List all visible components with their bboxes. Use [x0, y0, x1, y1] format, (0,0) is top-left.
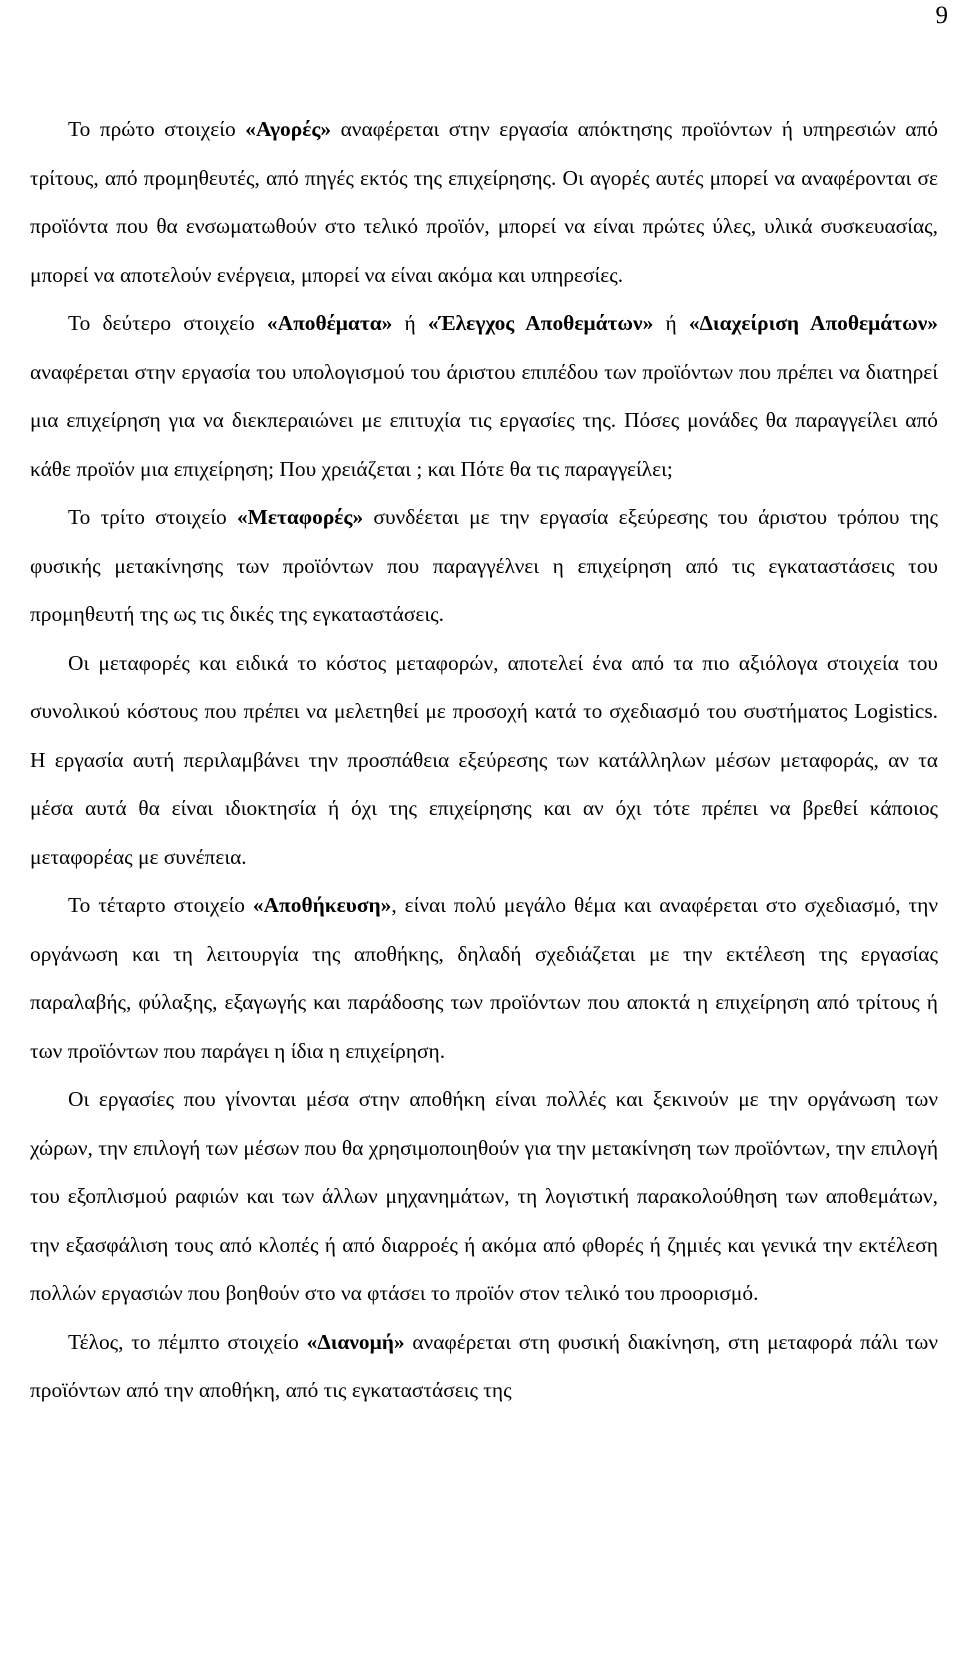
- paragraph-text: αναφέρεται στην εργασία απόκτησης προϊόντων ή υπηρεσιών από τρίτους, από προμηθευτές, από πηγές εκτός της επιχείρησης. Οι αγορές αυτές μπορεί να αναφέρονται σε προϊόντα που θα ενσωματωθούν στο τελικό προϊόν, μπορεί να είναι πρώτες ύλες, υλικά συσκευασίας, μπορεί να αποτελούν ενέργεια, μπορεί να είναι ακόμα και υπηρεσίες.: [30, 117, 939, 287]
- paragraph-storage: [30, 881, 938, 1075]
- paragraph-transport-cost: [30, 639, 938, 882]
- paragraph-text: , είναι πολύ μεγάλο θέμα και αναφέρεται στο σχεδιασμό, την οργάνωση και τη λειτουργία της αποθήκης, δηλαδή σχεδιάζεται με την εκτέλεση της εργασίας παραλαβής, φύλαξης, εξαγωγής και παράδοσης των προϊόντων που αποκτά η επιχείρηση από τρίτους ή των προϊόντων που παράγει η ίδια η επιχείρηση.: [30, 893, 938, 1063]
- term-storage: «Αποθήκευση»: [252, 893, 392, 917]
- paragraph-text: ή: [653, 311, 689, 335]
- term-purchases: «Αγορές»: [245, 117, 332, 141]
- paragraph-distribution: [30, 1318, 938, 1415]
- term-transport: «Μεταφορές»: [236, 505, 364, 529]
- paragraph-inventory: [30, 299, 938, 493]
- page-number: 9: [935, 2, 948, 29]
- paragraph-text: Το τέταρτο στοιχείο: [68, 893, 253, 917]
- paragraph-text: Το δεύτερο στοιχείο: [68, 311, 267, 335]
- paragraph-text: ή: [392, 311, 428, 335]
- term-inventory-control: «Έλεγχος Αποθεμάτων»: [427, 311, 654, 335]
- paragraph-text: Το πρώτο στοιχείο: [68, 117, 246, 141]
- paragraph-text: αναφέρεται στη φυσική διακίνηση, στη μεταφορά πάλι των προϊόντων από την αποθήκη, από τις εγκαταστάσεις της: [30, 1329, 938, 1402]
- paragraph-purchases: [30, 105, 938, 299]
- paragraph-text: Τέλος, το πέμπτο στοιχείο: [68, 1329, 307, 1354]
- term-inventory-management: «Διαχείριση Αποθεμάτων»: [688, 311, 938, 335]
- term-inventory: «Αποθέματα»: [266, 311, 393, 335]
- paragraph-text: Το τρίτο στοιχείο: [68, 505, 237, 529]
- paragraph-transport: [30, 493, 938, 639]
- paragraph-text: Οι μεταφορές και ειδικά το κόστος μεταφορών, αποτελεί ένα από τα πιο αξιόλογα στοιχεία του συνολικού κόστους που πρέπει να μελετηθεί με προσοχή κατά το σχεδιασμό του συστήματος Logistics. Η εργασία αυτή περιλαμβάνει την προσπάθεια εξεύρεσης των κατάλληλων μέσων μεταφοράς, αν τα μέσα αυτά θα είναι ιδιοκτησία ή όχι της επιχείρησης και αν όχι τότε πρέπει να βρεθεί κάποιος μεταφορέας με συνέπεια.: [30, 650, 938, 869]
- paragraph-warehouse-tasks: [30, 1075, 938, 1318]
- term-distribution: «Διανομή»: [306, 1329, 405, 1354]
- paragraph-text: Οι εργασίες που γίνονται μέσα στην αποθήκη είναι πολλές και ξεκινούν με την οργάνωση των χώρων, την επιλογή των μέσων που θα χρησιμοποιηθούν για την μετακίνηση των προϊόντων, την επιλογή του εξοπλισμού ραφιών και των άλλων μηχανημάτων, τη λογιστική παρακολούθηση των αποθεμάτων, την εξασφάλιση τους από κλοπές ή από διαρροές ή ακόμα από φθορές ή ζημιές και γενικά την εκτέλεση πολλών εργασιών που βοηθούν στο να φτάσει το προϊόν στον τελικό του προορισμό.: [30, 1087, 938, 1305]
- paragraph-text: συνδέεται με την εργασία εξεύρεσης του άριστου τρόπου της φυσικής μετακίνησης των προϊόντων που παραγγέλνει η επιχείρηση από τις εγκαταστάσεις του προμηθευτή της ως τις δικές της εγκαταστάσεις.: [30, 505, 938, 626]
- paragraph-text: αναφέρεται στην εργασία του υπολογισμού του άριστου επιπέδου των προϊόντων που πρέπει να διατηρεί μια επιχείρηση για να διεκπεραιώνει με επιτυχία τις εργασίες της. Πόσες μονάδες θα παραγγείλει από κάθε προϊόν μια επιχείρηση; Που χρειάζεται ; και Πότε θα τις παραγγείλει;: [30, 359, 938, 481]
- document-body: [30, 105, 938, 1415]
